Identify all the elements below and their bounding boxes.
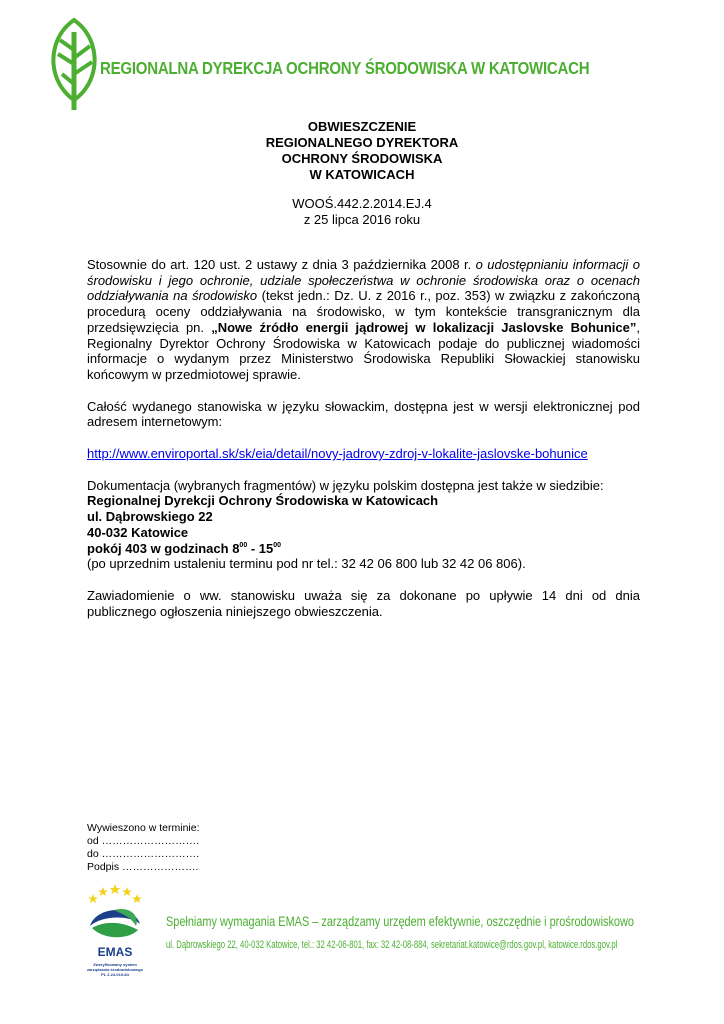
footer-slogan: Spełniamy wymagania EMAS – zarządzamy urzędem efektywnie, oszczędnie i prośrodowiskowo <box>166 913 634 929</box>
posting-signature: Podpis …………………. <box>87 861 199 873</box>
emas-registration-text: Zweryfikowany system zarządzania środowiskowego PL 2.24-019-84 <box>86 962 143 977</box>
project-name: „Nowe źródło energii jądrowej w lokalizacji Jaslovske Bohunice” <box>211 319 637 335</box>
emas-label: EMAS <box>97 945 133 959</box>
address-block <box>87 493 640 556</box>
reference-date: z 25 lipca 2016 roku <box>303 212 421 227</box>
title-line: OBWIESZCZENIE <box>307 119 417 134</box>
title-line: OCHRONY ŚRODOWISKA <box>281 151 443 166</box>
text-run: , Regionalny Dyrektor Ochrony Środowiska w Katowicach podaje do publicznej wiadomości informacje o wydanym przez Ministerstwo Środowiska Republiki Słowackiej stanowisku końcowym w przedmiotowej sprawie. <box>87 319 640 382</box>
paragraph-availability: Całość wydanego stanowiska w języku słowackim, dostępna jest w wersji elektronicznej pod adresem internetowym: <box>87 398 640 430</box>
document-body <box>87 257 640 619</box>
text-run: Stosownie do art. 120 ust. 2 ustawy z dnia 3 października 2008 r. <box>87 257 476 272</box>
footer-address: ul. Dąbrowskiego 22, 40-032 Katowice, tel.: 32 42-06-801, fax: 32 42-08-884, sekretariat.katowice@rdos.gov.pl, katowice.rdos.gov.pl <box>166 939 618 951</box>
leaf-logo-icon <box>50 18 98 112</box>
address-line: 40-032 Katowice <box>87 524 189 540</box>
letterhead <box>50 18 690 113</box>
link-paragraph <box>87 446 640 462</box>
organization-name: REGIONALNA DYREKCJA OCHRONY ŚRODOWISKA W KATOWICACH <box>100 58 590 78</box>
posting-label: Wywieszono w terminie: <box>87 822 200 834</box>
posting-to: do ………………………. <box>87 848 200 860</box>
posting-info <box>87 822 200 874</box>
reference-block <box>0 196 724 228</box>
document-title <box>0 119 724 183</box>
paragraph-documentation: Dokumentacja (wybranych fragmentów) w języku polskim dostępna jest także w siedzibie: <box>87 477 604 493</box>
address-line: ul. Dąbrowskiego 22 <box>87 509 213 525</box>
paragraph-notice: Zawiadomienie o ww. stanowisku uważa się za dokonane po upływie 14 dni od dnia publicznego ogłoszenia niniejszego obwieszczenia. <box>87 587 640 619</box>
act-title: o udostępnianiu informacji o środowisku i jego ochronie, udziale społeczeństwa w ochronie środowiska oraz o ocenach oddziaływania na środowisko <box>87 257 640 304</box>
text-run: (tekst jedn.: Dz. U. z 2016 r., poz. 353) w związku z zakończoną procedurą oceny oddziaływania na środowisko, w tym kontekście transgranicznym dla przedsięwzięcia pn. <box>87 288 640 335</box>
title-line: REGIONALNEGO DYREKTORA <box>265 135 459 150</box>
office-hours: pokój 403 w godzinach $8^{00} - 15^{00}$ <box>87 540 282 556</box>
title-line: W KATOWICACH <box>309 167 415 182</box>
posting-from: od ………………………. <box>87 835 200 847</box>
paragraph-announcement <box>87 257 640 383</box>
reference-number: WOOŚ.442.2.2014.EJ.4 <box>292 196 432 211</box>
address-line: Regionalnej Dyrekcji Ochrony Środowiska w Katowicach <box>87 493 439 509</box>
enviroportal-link[interactable]: http://www.enviroportal.sk/sk/eia/detail/novy-jadrovy-zdroj-v-lokalite-jaslovske-bohunice <box>87 446 588 462</box>
contact-note: (po uprzednim ustaleniu terminu pod nr tel.: 32 42 06 800 lub 32 42 06 806). <box>87 556 526 572</box>
